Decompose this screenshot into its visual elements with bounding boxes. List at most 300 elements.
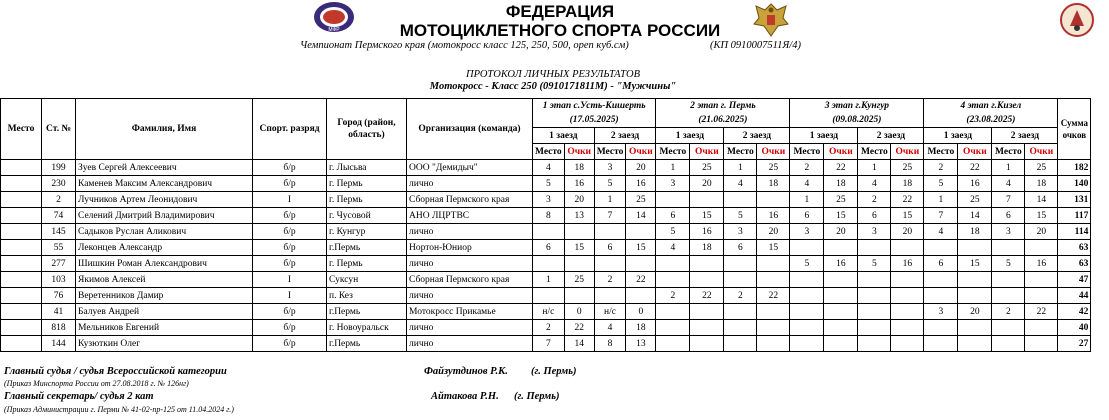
race-place-cell: [724, 304, 757, 320]
race-place-cell: 2: [724, 288, 757, 304]
rider-name-cell: Мельников Евгений: [76, 320, 253, 336]
race-points-cell: [690, 336, 724, 352]
race-place-cell: 6: [594, 240, 626, 256]
race-place-cell: 6: [992, 208, 1025, 224]
col-header-name: Фамилия, Имя: [76, 99, 253, 160]
race-place-cell: 5: [924, 176, 958, 192]
race-place-cell: [992, 272, 1025, 288]
col-header-place: Место: [1, 99, 42, 160]
place-cell: [1, 192, 42, 208]
race-points-cell: [757, 304, 790, 320]
race-points-cell: [958, 336, 992, 352]
race-points-cell: [958, 288, 992, 304]
race-points-cell: 13: [564, 208, 594, 224]
race-points-cell: [824, 240, 858, 256]
race-place-cell: [724, 336, 757, 352]
organization-cell: Сборная Пермского края: [407, 192, 533, 208]
race-place-cell: [594, 288, 626, 304]
race-points-cell: [757, 256, 790, 272]
start-number-cell: 230: [42, 176, 76, 192]
race-points-cell: [824, 288, 858, 304]
race-points-cell: 16: [824, 256, 858, 272]
race-place-cell: 1: [533, 272, 565, 288]
rider-name-cell: Лучников Артем Леонидович: [76, 192, 253, 208]
race-place-cell: 4: [790, 176, 824, 192]
race-place-cell: 5: [790, 256, 824, 272]
race-points-cell: 18: [564, 160, 594, 176]
judge-order-note: (Приказ Минспорта России от 27.08.2018 г. № 126нг): [4, 379, 189, 388]
city-cell: г. Пермь: [327, 256, 407, 272]
table-row: [1, 192, 1091, 208]
sub-header-place: Место: [594, 144, 626, 160]
stage-4-race-2-header: 2 заезд: [992, 128, 1058, 144]
organization-cell: ООО "Демидыч": [407, 160, 533, 176]
place-cell: [1, 176, 42, 192]
race-place-cell: [924, 240, 958, 256]
race-points-cell: 22: [891, 192, 924, 208]
race-place-cell: н/с: [533, 304, 565, 320]
place-cell: [1, 224, 42, 240]
rider-name-cell: Селений Дмитрий Владимирович: [76, 208, 253, 224]
race-points-cell: [626, 256, 656, 272]
stage-1-race-2-header: 2 заезд: [594, 128, 656, 144]
table-row: [1, 240, 1091, 256]
secretary-name: Айтакова Р.Н.: [431, 391, 499, 402]
race-points-cell: 18: [958, 224, 992, 240]
race-place-cell: [992, 320, 1025, 336]
secretary-order-note: (Приказ Администрации г. Перми № 41-02-пр-125 от 11.04.2024 г.): [4, 405, 234, 414]
rank-cell: I: [253, 192, 327, 208]
race-place-cell: 1: [858, 160, 891, 176]
table-row: [1, 272, 1091, 288]
race-points-cell: 15: [564, 240, 594, 256]
race-place-cell: 7: [594, 208, 626, 224]
race-place-cell: [656, 320, 690, 336]
race-place-cell: [790, 288, 824, 304]
race-place-cell: 1: [724, 160, 757, 176]
race-points-cell: 0: [626, 304, 656, 320]
start-number-cell: 74: [42, 208, 76, 224]
city-cell: Суксун: [327, 272, 407, 288]
stage-header-2: 2 этап г. Пермь (21.06.2025): [656, 99, 790, 128]
race-points-cell: 16: [757, 208, 790, 224]
city-cell: г. Пермь: [327, 192, 407, 208]
race-place-cell: 3: [533, 192, 565, 208]
total-points-cell: 42: [1058, 304, 1091, 320]
race-points-cell: [824, 272, 858, 288]
race-place-cell: 1: [924, 192, 958, 208]
col-header-rank: Спорт. разряд: [253, 99, 327, 160]
race-place-cell: [533, 288, 565, 304]
total-points-cell: 182: [1058, 160, 1091, 176]
table-row: [1, 336, 1091, 352]
sub-header-points: Очки: [757, 144, 790, 160]
rank-cell: б/р: [253, 176, 327, 192]
race-points-cell: [690, 272, 724, 288]
race-points-cell: [824, 320, 858, 336]
race-place-cell: [790, 304, 824, 320]
race-points-cell: [564, 288, 594, 304]
race-points-cell: 18: [690, 240, 724, 256]
race-place-cell: 5: [533, 176, 565, 192]
race-points-cell: 25: [1025, 160, 1058, 176]
race-place-cell: [858, 240, 891, 256]
race-points-cell: [891, 336, 924, 352]
organization-cell: Нортон-Юниор: [407, 240, 533, 256]
race-points-cell: 25: [891, 160, 924, 176]
race-place-cell: [594, 224, 626, 240]
race-place-cell: 4: [533, 160, 565, 176]
city-cell: г.Пермь: [327, 240, 407, 256]
race-points-cell: 0: [564, 304, 594, 320]
race-points-cell: [958, 272, 992, 288]
stage-header-4: 4 этап г.Кизел (23.08.2025): [924, 99, 1058, 128]
race-place-cell: 4: [992, 176, 1025, 192]
race-place-cell: [858, 320, 891, 336]
race-points-cell: 18: [757, 176, 790, 192]
race-points-cell: 22: [564, 320, 594, 336]
race-place-cell: [858, 304, 891, 320]
table-row: [1, 224, 1091, 240]
race-place-cell: 8: [594, 336, 626, 352]
sub-header-place: Место: [924, 144, 958, 160]
race-points-cell: [1025, 336, 1058, 352]
race-points-cell: 22: [690, 288, 724, 304]
race-place-cell: [724, 192, 757, 208]
place-cell: [1, 160, 42, 176]
race-points-cell: 20: [690, 176, 724, 192]
judge-title: Главный судья / судья Всероссийской категории: [4, 366, 227, 377]
race-points-cell: 22: [757, 288, 790, 304]
race-place-cell: 5: [858, 256, 891, 272]
race-place-cell: 3: [992, 224, 1025, 240]
race-points-cell: 25: [626, 192, 656, 208]
coat-of-arms-icon: [750, 0, 792, 38]
sub-header-place: Место: [533, 144, 565, 160]
organization-cell: лично: [407, 176, 533, 192]
race-place-cell: 5: [594, 176, 626, 192]
organization-cell: лично: [407, 256, 533, 272]
stage-header-3: 3 этап г.Кунгур (09.08.2025): [790, 99, 924, 128]
race-place-cell: [790, 240, 824, 256]
race-points-cell: 16: [564, 176, 594, 192]
protocol-title: [380, 69, 726, 93]
rider-name-cell: Веретенников Дамир: [76, 288, 253, 304]
total-points-cell: 140: [1058, 176, 1091, 192]
start-number-cell: 2: [42, 192, 76, 208]
race-place-cell: 3: [858, 224, 891, 240]
rider-name-cell: Кузюткин Олег: [76, 336, 253, 352]
sub-header-place: Место: [724, 144, 757, 160]
race-points-cell: [564, 256, 594, 272]
rank-cell: б/р: [253, 256, 327, 272]
stage-3-race-1-header: 1 заезд: [790, 128, 858, 144]
race-points-cell: 14: [1025, 192, 1058, 208]
organization-cell: Сборная Пермского края: [407, 272, 533, 288]
sub-header-points: Очки: [1025, 144, 1058, 160]
total-points-cell: 114: [1058, 224, 1091, 240]
organization-cell: лично: [407, 288, 533, 304]
city-cell: г. Кунгур: [327, 224, 407, 240]
race-points-cell: 15: [824, 208, 858, 224]
city-cell: г. Лысьва: [327, 160, 407, 176]
race-points-cell: 20: [757, 224, 790, 240]
race-place-cell: [924, 272, 958, 288]
place-cell: [1, 288, 42, 304]
col-header-sum: Сумма очков: [1058, 99, 1091, 160]
stage-3-race-2-header: 2 заезд: [858, 128, 924, 144]
start-number-cell: 55: [42, 240, 76, 256]
race-points-cell: 16: [891, 256, 924, 272]
total-points-cell: 117: [1058, 208, 1091, 224]
race-place-cell: 5: [656, 224, 690, 240]
race-points-cell: 13: [626, 336, 656, 352]
start-number-cell: 41: [42, 304, 76, 320]
race-points-cell: 20: [564, 192, 594, 208]
race-place-cell: 2: [594, 272, 626, 288]
race-points-cell: [690, 320, 724, 336]
total-points-cell: 27: [1058, 336, 1091, 352]
federation-title-line1: ФЕДЕРАЦИЯ: [505, 2, 615, 21]
race-place-cell: 4: [656, 240, 690, 256]
championship-line: [300, 40, 800, 51]
secretary-title: Главный секретарь/ судья 2 кат: [4, 391, 154, 402]
race-place-cell: 4: [858, 176, 891, 192]
race-points-cell: 22: [626, 272, 656, 288]
race-points-cell: [757, 272, 790, 288]
rank-cell: б/р: [253, 304, 327, 320]
rank-cell: б/р: [253, 240, 327, 256]
race-points-cell: 15: [891, 208, 924, 224]
race-place-cell: 1: [594, 192, 626, 208]
protocol-class-line: Мотокросс - Класс 250 (0910171811М) - "Мужчины": [429, 81, 677, 92]
race-place-cell: 6: [858, 208, 891, 224]
race-place-cell: [790, 320, 824, 336]
table-row: [1, 320, 1091, 336]
organization-cell: АНО ЛЦРТВС: [407, 208, 533, 224]
rank-cell: б/р: [253, 224, 327, 240]
place-cell: [1, 304, 42, 320]
mfr-logo-text: МФР: [328, 27, 340, 33]
rider-name-cell: Балуев Андрей: [76, 304, 253, 320]
sub-header-place: Место: [790, 144, 824, 160]
city-cell: г.Пермь: [327, 304, 407, 320]
race-place-cell: [790, 272, 824, 288]
race-place-cell: 2: [858, 192, 891, 208]
race-place-cell: 2: [656, 288, 690, 304]
race-place-cell: [656, 256, 690, 272]
race-points-cell: [891, 288, 924, 304]
race-points-cell: [690, 192, 724, 208]
race-place-cell: 3: [594, 160, 626, 176]
total-points-cell: 63: [1058, 256, 1091, 272]
race-points-cell: 25: [690, 160, 724, 176]
total-points-cell: 131: [1058, 192, 1091, 208]
race-place-cell: 1: [656, 160, 690, 176]
rider-name-cell: Садыков Руслан Аликович: [76, 224, 253, 240]
race-points-cell: 18: [1025, 176, 1058, 192]
race-place-cell: [924, 336, 958, 352]
race-place-cell: 4: [724, 176, 757, 192]
table-row: [1, 256, 1091, 272]
race-points-cell: 18: [891, 176, 924, 192]
judge-city: (г. Пермь): [531, 366, 577, 377]
city-cell: г. Чусовой: [327, 208, 407, 224]
race-place-cell: 7: [992, 192, 1025, 208]
city-cell: п. Кез: [327, 288, 407, 304]
race-place-cell: [656, 336, 690, 352]
start-number-cell: 277: [42, 256, 76, 272]
race-place-cell: [858, 288, 891, 304]
judge-name: Файзутдинов Р.К.: [424, 366, 508, 377]
race-place-cell: [724, 320, 757, 336]
document-header: [0, 0, 1109, 98]
race-points-cell: 20: [626, 160, 656, 176]
race-points-cell: 18: [824, 176, 858, 192]
sub-header-points: Очки: [626, 144, 656, 160]
race-points-cell: 20: [891, 224, 924, 240]
race-place-cell: 3: [924, 304, 958, 320]
table-row: [1, 160, 1091, 176]
start-number-cell: 76: [42, 288, 76, 304]
start-number-cell: 144: [42, 336, 76, 352]
race-points-cell: 25: [757, 160, 790, 176]
championship-name: Чемпионат Пермского края (мотокросс класс 125, 250, 500, ореп куб.см): [300, 40, 629, 51]
rank-cell: I: [253, 272, 327, 288]
race-place-cell: 5: [724, 208, 757, 224]
race-points-cell: 15: [958, 256, 992, 272]
race-place-cell: [924, 320, 958, 336]
rider-name-cell: Каменев Максим Александрович: [76, 176, 253, 192]
race-points-cell: 22: [1025, 304, 1058, 320]
table-row: [1, 304, 1091, 320]
race-points-cell: 25: [564, 272, 594, 288]
stage-1-race-1-header: 1 заезд: [533, 128, 595, 144]
race-points-cell: 16: [1025, 256, 1058, 272]
region-emblem-icon: [1060, 2, 1094, 38]
race-place-cell: [992, 288, 1025, 304]
race-points-cell: 15: [626, 240, 656, 256]
sub-header-points: Очки: [824, 144, 858, 160]
race-points-cell: [891, 320, 924, 336]
race-place-cell: 3: [724, 224, 757, 240]
race-place-cell: 6: [656, 208, 690, 224]
race-place-cell: 3: [790, 224, 824, 240]
col-header-start-no: Ст. №: [42, 99, 76, 160]
race-points-cell: 15: [1025, 208, 1058, 224]
sub-header-points: Очки: [564, 144, 594, 160]
race-points-cell: 20: [958, 304, 992, 320]
race-place-cell: 2: [992, 304, 1025, 320]
rank-cell: б/р: [253, 208, 327, 224]
race-place-cell: 6: [533, 240, 565, 256]
rank-cell: б/р: [253, 160, 327, 176]
race-place-cell: 2: [924, 160, 958, 176]
place-cell: [1, 208, 42, 224]
race-points-cell: [626, 224, 656, 240]
place-cell: [1, 256, 42, 272]
race-points-cell: [1025, 288, 1058, 304]
race-place-cell: 2: [790, 160, 824, 176]
race-points-cell: [891, 240, 924, 256]
race-points-cell: [690, 256, 724, 272]
race-points-cell: [824, 304, 858, 320]
sub-header-points: Очки: [690, 144, 724, 160]
stage-header-1: 1 этап с.Усть-Кишерть (17.05.2025): [533, 99, 656, 128]
race-place-cell: 3: [656, 176, 690, 192]
race-points-cell: 16: [958, 176, 992, 192]
rank-cell: б/р: [253, 320, 327, 336]
rider-name-cell: Якимов Алексей: [76, 272, 253, 288]
race-place-cell: 7: [924, 208, 958, 224]
rider-name-cell: Шишкин Роман Александрович: [76, 256, 253, 272]
race-place-cell: [724, 272, 757, 288]
organization-cell: лично: [407, 320, 533, 336]
race-points-cell: [891, 272, 924, 288]
competition-code: (КП 0910007511Я/4): [710, 40, 801, 51]
race-points-cell: [958, 320, 992, 336]
race-points-cell: 16: [626, 176, 656, 192]
race-points-cell: 14: [564, 336, 594, 352]
city-cell: г. Новоуральск: [327, 320, 407, 336]
race-place-cell: [790, 336, 824, 352]
race-points-cell: 25: [958, 192, 992, 208]
race-points-cell: [626, 288, 656, 304]
sub-header-place: Место: [992, 144, 1025, 160]
race-place-cell: 6: [924, 256, 958, 272]
race-place-cell: [858, 272, 891, 288]
rider-name-cell: Зуев Сергей Алексеевич: [76, 160, 253, 176]
table-row: [1, 288, 1091, 304]
race-points-cell: [757, 336, 790, 352]
race-points-cell: [958, 240, 992, 256]
race-place-cell: 6: [790, 208, 824, 224]
race-points-cell: 22: [958, 160, 992, 176]
race-points-cell: 15: [690, 208, 724, 224]
race-place-cell: [656, 272, 690, 288]
race-place-cell: 5: [992, 256, 1025, 272]
start-number-cell: 818: [42, 320, 76, 336]
race-points-cell: [690, 304, 724, 320]
sub-header-place: Место: [858, 144, 891, 160]
race-points-cell: 20: [824, 224, 858, 240]
race-points-cell: [757, 320, 790, 336]
secretary-city: (г. Пермь): [514, 391, 560, 402]
race-place-cell: 6: [724, 240, 757, 256]
race-points-cell: [1025, 320, 1058, 336]
sub-header-points: Очки: [958, 144, 992, 160]
race-place-cell: 1: [790, 192, 824, 208]
race-place-cell: [533, 224, 565, 240]
race-points-cell: 20: [1025, 224, 1058, 240]
race-points-cell: [1025, 240, 1058, 256]
place-cell: [1, 240, 42, 256]
place-cell: [1, 320, 42, 336]
race-place-cell: [724, 256, 757, 272]
race-place-cell: 7: [533, 336, 565, 352]
sub-header-points: Очки: [891, 144, 924, 160]
race-points-cell: [891, 304, 924, 320]
race-place-cell: [992, 336, 1025, 352]
place-cell: [1, 272, 42, 288]
col-header-city: Город (район, область): [327, 99, 407, 160]
rider-name-cell: Леконцев Александр: [76, 240, 253, 256]
race-points-cell: 14: [626, 208, 656, 224]
race-points-cell: [564, 224, 594, 240]
race-place-cell: 1: [992, 160, 1025, 176]
race-place-cell: 4: [594, 320, 626, 336]
start-number-cell: 199: [42, 160, 76, 176]
